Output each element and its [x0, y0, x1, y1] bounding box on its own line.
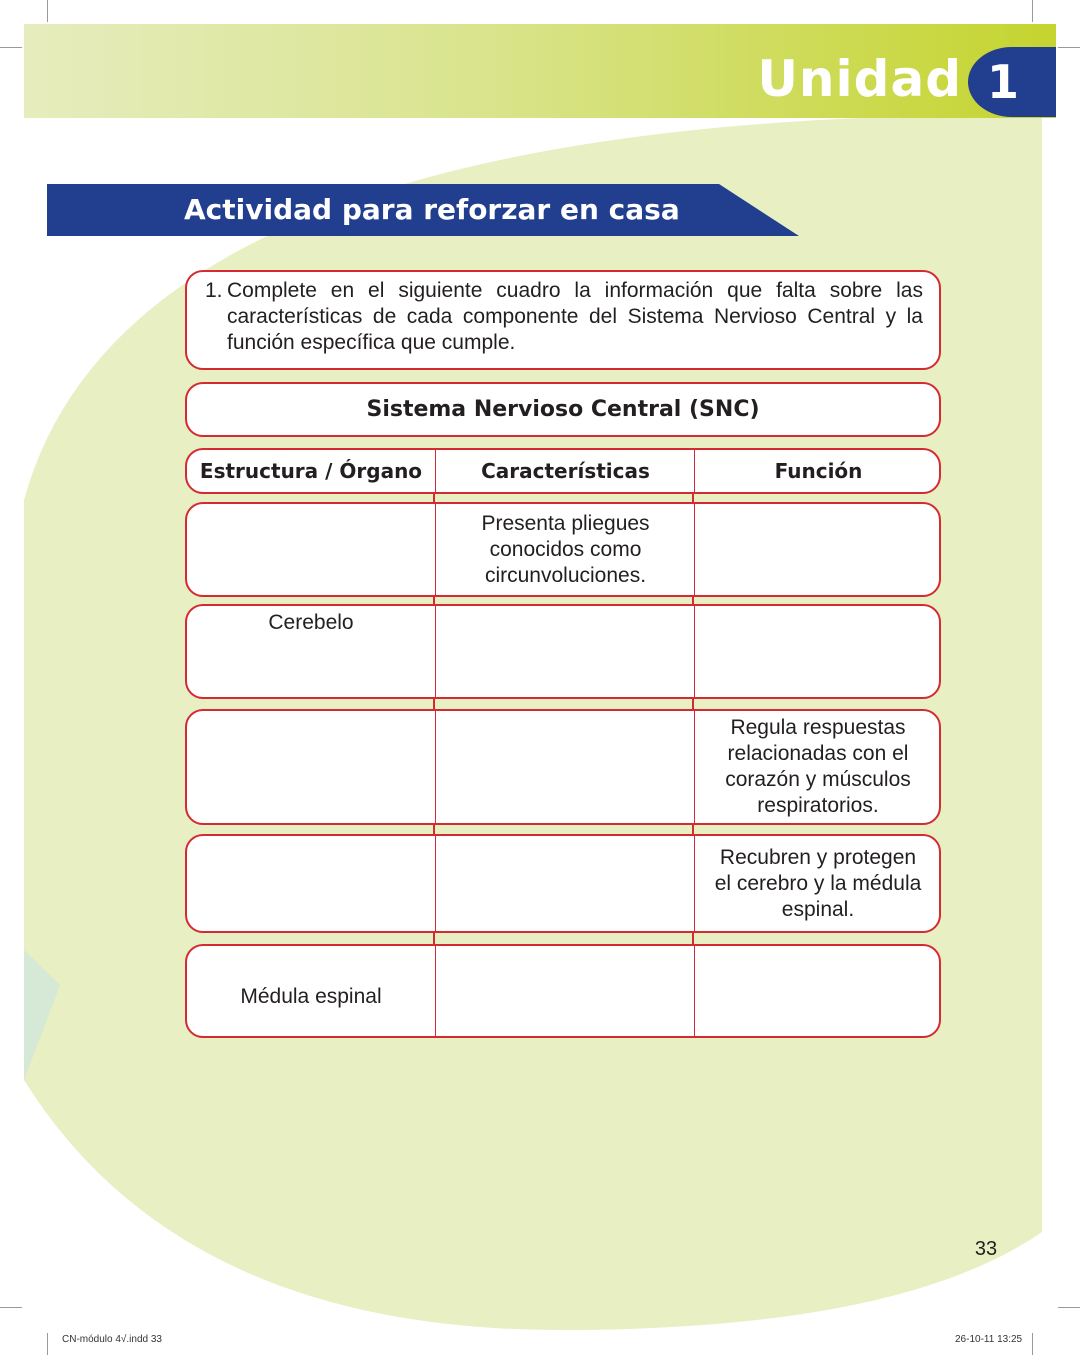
column-header-structure: Estructura / Órgano [199, 459, 423, 483]
instruction-text: Complete en el siguiente cuadro la información que falta sobre las características de cada componente del Sistema Nervioso Central y la función específica que cumple. [227, 279, 923, 354]
cell-function [694, 504, 942, 595]
cell-function [694, 946, 942, 1036]
table-row [185, 944, 941, 1038]
cell-characteristics: Presenta pliegues conocidos como circunvoluciones. [435, 504, 695, 595]
unit-label: Unidad [757, 50, 962, 108]
file-slug: CN-módulo 4√.indd 33 [62, 1334, 162, 1345]
column-header-characteristics: Características [435, 450, 695, 492]
cell-function: Recubren y protegen el cerebro y la médula espinal. [694, 836, 941, 931]
cell-structure [187, 504, 435, 595]
table-row [185, 709, 941, 825]
table-row [185, 502, 941, 597]
cell-structure [187, 711, 435, 823]
table-header-row [185, 448, 941, 494]
cell-structure [187, 836, 435, 931]
page-number: 33 [974, 1238, 998, 1260]
column-header-function: Función [694, 450, 942, 492]
cell-characteristics [435, 946, 695, 1036]
cell-structure: Médula espinal [240, 985, 382, 1008]
date-slug: 26-10-11 13:25 [955, 1334, 1023, 1345]
table-title: Sistema Nervioso Central (SNC) [185, 382, 941, 437]
section-title: Actividad para reforzar en casa [184, 193, 680, 226]
cell-function: Regula respuestas relacionadas con el corazón y músculos respiratorios. [694, 711, 941, 823]
unit-number: 1 [986, 55, 1019, 109]
cell-structure: Cerebelo [268, 611, 354, 634]
cell-characteristics [435, 836, 695, 931]
table-row [185, 834, 941, 933]
cell-characteristics [435, 606, 695, 697]
cell-function [694, 606, 942, 697]
cell-characteristics [435, 711, 695, 823]
instruction-number: 1. [205, 279, 223, 302]
instruction-box [185, 270, 941, 370]
table-row [185, 604, 941, 699]
